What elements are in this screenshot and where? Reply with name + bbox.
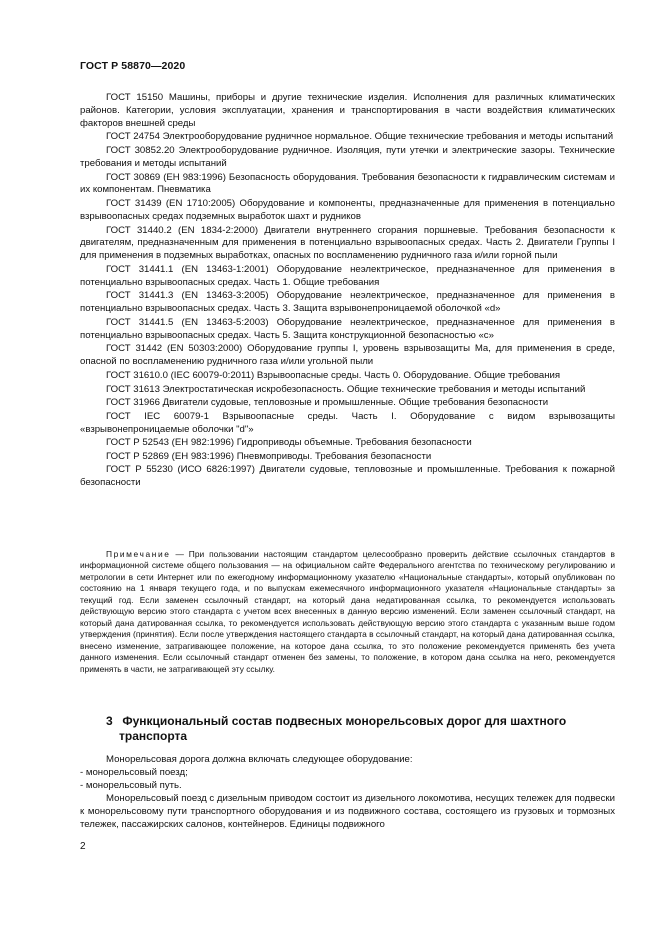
reference-item: ГОСТ Р 52869 (ЕН 983:1996) Пневмоприводы. Требования безопасности (106, 450, 432, 462)
reference-item: ГОСТ 30869 (ЕН 983:1996) Безопасность оборудования. Требования безопасности к гидравлическим системам и их компонентам. Пневматика (80, 171, 615, 196)
section-body (80, 754, 615, 832)
reference-item: ГОСТ Р 55230 (ИСО 6826:1997) Двигатели судовые, тепловозные и промышленные. Требования к пожарной безопасности (80, 464, 615, 489)
reference-item: ГОСТ 15150 Машины, приборы и другие технические изделия. Исполнения для различных климатических районов. Категории, условия эксплуатации, хранения и транспортирования в части воздействия климатических факторов внешней среды (80, 92, 615, 129)
body-list-item: - монорельсовый путь. (80, 779, 182, 791)
section-number: 3 (106, 714, 113, 728)
reference-item: ГОСТ 31613 Электростатическая искробезопасность. Общие технические требования и методы испытаний (106, 383, 586, 395)
note-label: Примечание (106, 549, 171, 559)
reference-item: ГОСТ IEC 60079-1 Взрывоопасные среды. Часть I. Оборудование с видом взрывозащиты «взрывонепроницаемые оболочки "d"» (80, 410, 615, 435)
reference-item: ГОСТ 30852.20 Электрооборудование рудничное. Изоляция, пути утечки и электрические зазоры. Технические требования и методы испытаний (80, 145, 615, 169)
page-number: 2 (80, 841, 86, 852)
section-heading (106, 714, 616, 744)
reference-item: ГОСТ Р 52543 (ЕН 982:1996) Гидроприводы объемные. Требования безопасности (106, 437, 472, 449)
note-block (80, 549, 615, 675)
reference-item: ГОСТ 31441.3 (EN 13463-3:2005) Оборудование неэлектрическое, предназначенное для применения в потенциально взрывоопасных средах. Часть 3. Защита взрывонепроницаемой оболочкой «d» (80, 290, 615, 315)
reference-item: ГОСТ 31441.1 (EN 13463-1:2001) Оборудование неэлектрическое, предназначенное для применения в потенциально взрывоопасных средах. Часть 1. Общие требования (80, 263, 615, 288)
reference-item: ГОСТ 31441.5 (EN 13463-5:2003) Оборудование неэлектрическое, предназначенное для применения в потенциально взрывоопасных средах. Часть 5. Защита конструкционной безопасностью «с» (80, 316, 615, 341)
reference-item: ГОСТ 31966 Двигатели судовые, тепловозные и промышленные. Общие требования безопасности (106, 397, 549, 409)
section-title-line1: Функциональный состав подвесных монорельсовых дорог для шахтного (122, 714, 567, 728)
body-paragraph: Монорельсовый поезд с дизельным приводом состоит из дизельного локомотива, несущих тележек для подвески к монорельсовому пути транспортного оборудования и из подвижного состава, состоящего из грузовых и тормозных тележек, пассажирских салонов, контейнеров. Единицы подвижного (80, 792, 615, 830)
body-intro: Монорельсовая дорога должна включать следующее оборудование: (106, 754, 413, 765)
reference-item: ГОСТ 31442 (EN 50303:2000) Оборудование группы I, уровень взрывозащиты Ма, для применения в среде, опасной по воспламенению рудничного газа и/или угольной пыли (80, 343, 615, 368)
section-title-line2: транспорта (119, 729, 188, 743)
body-list-item: - монорельсовый поезд; (80, 766, 188, 778)
document-header: ГОСТ Р 58870—2020 (80, 60, 186, 72)
references-list (80, 92, 615, 491)
reference-item: ГОСТ 31439 (EN 1710:2005) Оборудование и компоненты, предназначенные для применения в потенциально взрывоопасных средах подземных выработок шахт и рудников (80, 198, 615, 222)
reference-item: ГОСТ 31610.0 (IEC 60079-0:2011) Взрывоопасные среды. Часть 0. Оборудование. Общие требования (106, 369, 561, 381)
reference-item: ГОСТ 24754 Электрооборудование рудничное нормальное. Общие технические требования и методы испытаний (106, 131, 614, 143)
note-text: — При пользовании настоящим стандартом целесообразно проверить действие ссылочных стандартов в информационной системе общего пользования — на официальном сайте Федерального агентства по техническому регулированию и метрологии в сети Интернет или по ежегодному информационному указателю «Национальные стандарты», который опубликован по состоянию на 1 января текущего года, и по выпускам ежемесячного информационного указателя «Национальные стандарты» за текущий год. Если заменен ссылочный стандарт, на который дана недатированная ссылка, то рекомендуется использовать действующую версию этого стандарта с учетом всех внесенных в данную версию изменений. Если заменен ссылочный стандарт, на который дана датированная ссылка, то рекомендуется использовать действующую версию этого стандарта с указанным выше годом утверждения (принятия). Если после утверждения настоящего стандарта в ссылочный стандарт, на который дана датированная ссылка, внесено изменение, затрагивающее положение, на которое дана ссылка, то это положение рекомендуется применять без учета данного изменения. Если ссылочный стандарт отменен без замены, то положение, в котором дана ссылка на него, рекомендуется применять в части, не затрагивающей эту ссылку. (80, 549, 615, 674)
reference-item: ГОСТ 31440.2 (EN 1834-2:2000) Двигатели внутреннего сгорания поршневые. Требования безопасности к двигателям, предназначенным для применения в потенциально взрывоопасных средах. Часть 2. Двигатели Группы I для применения в подземных выработках, опасных по воспламенению рудничного газа и/или горной пыли (80, 224, 615, 262)
